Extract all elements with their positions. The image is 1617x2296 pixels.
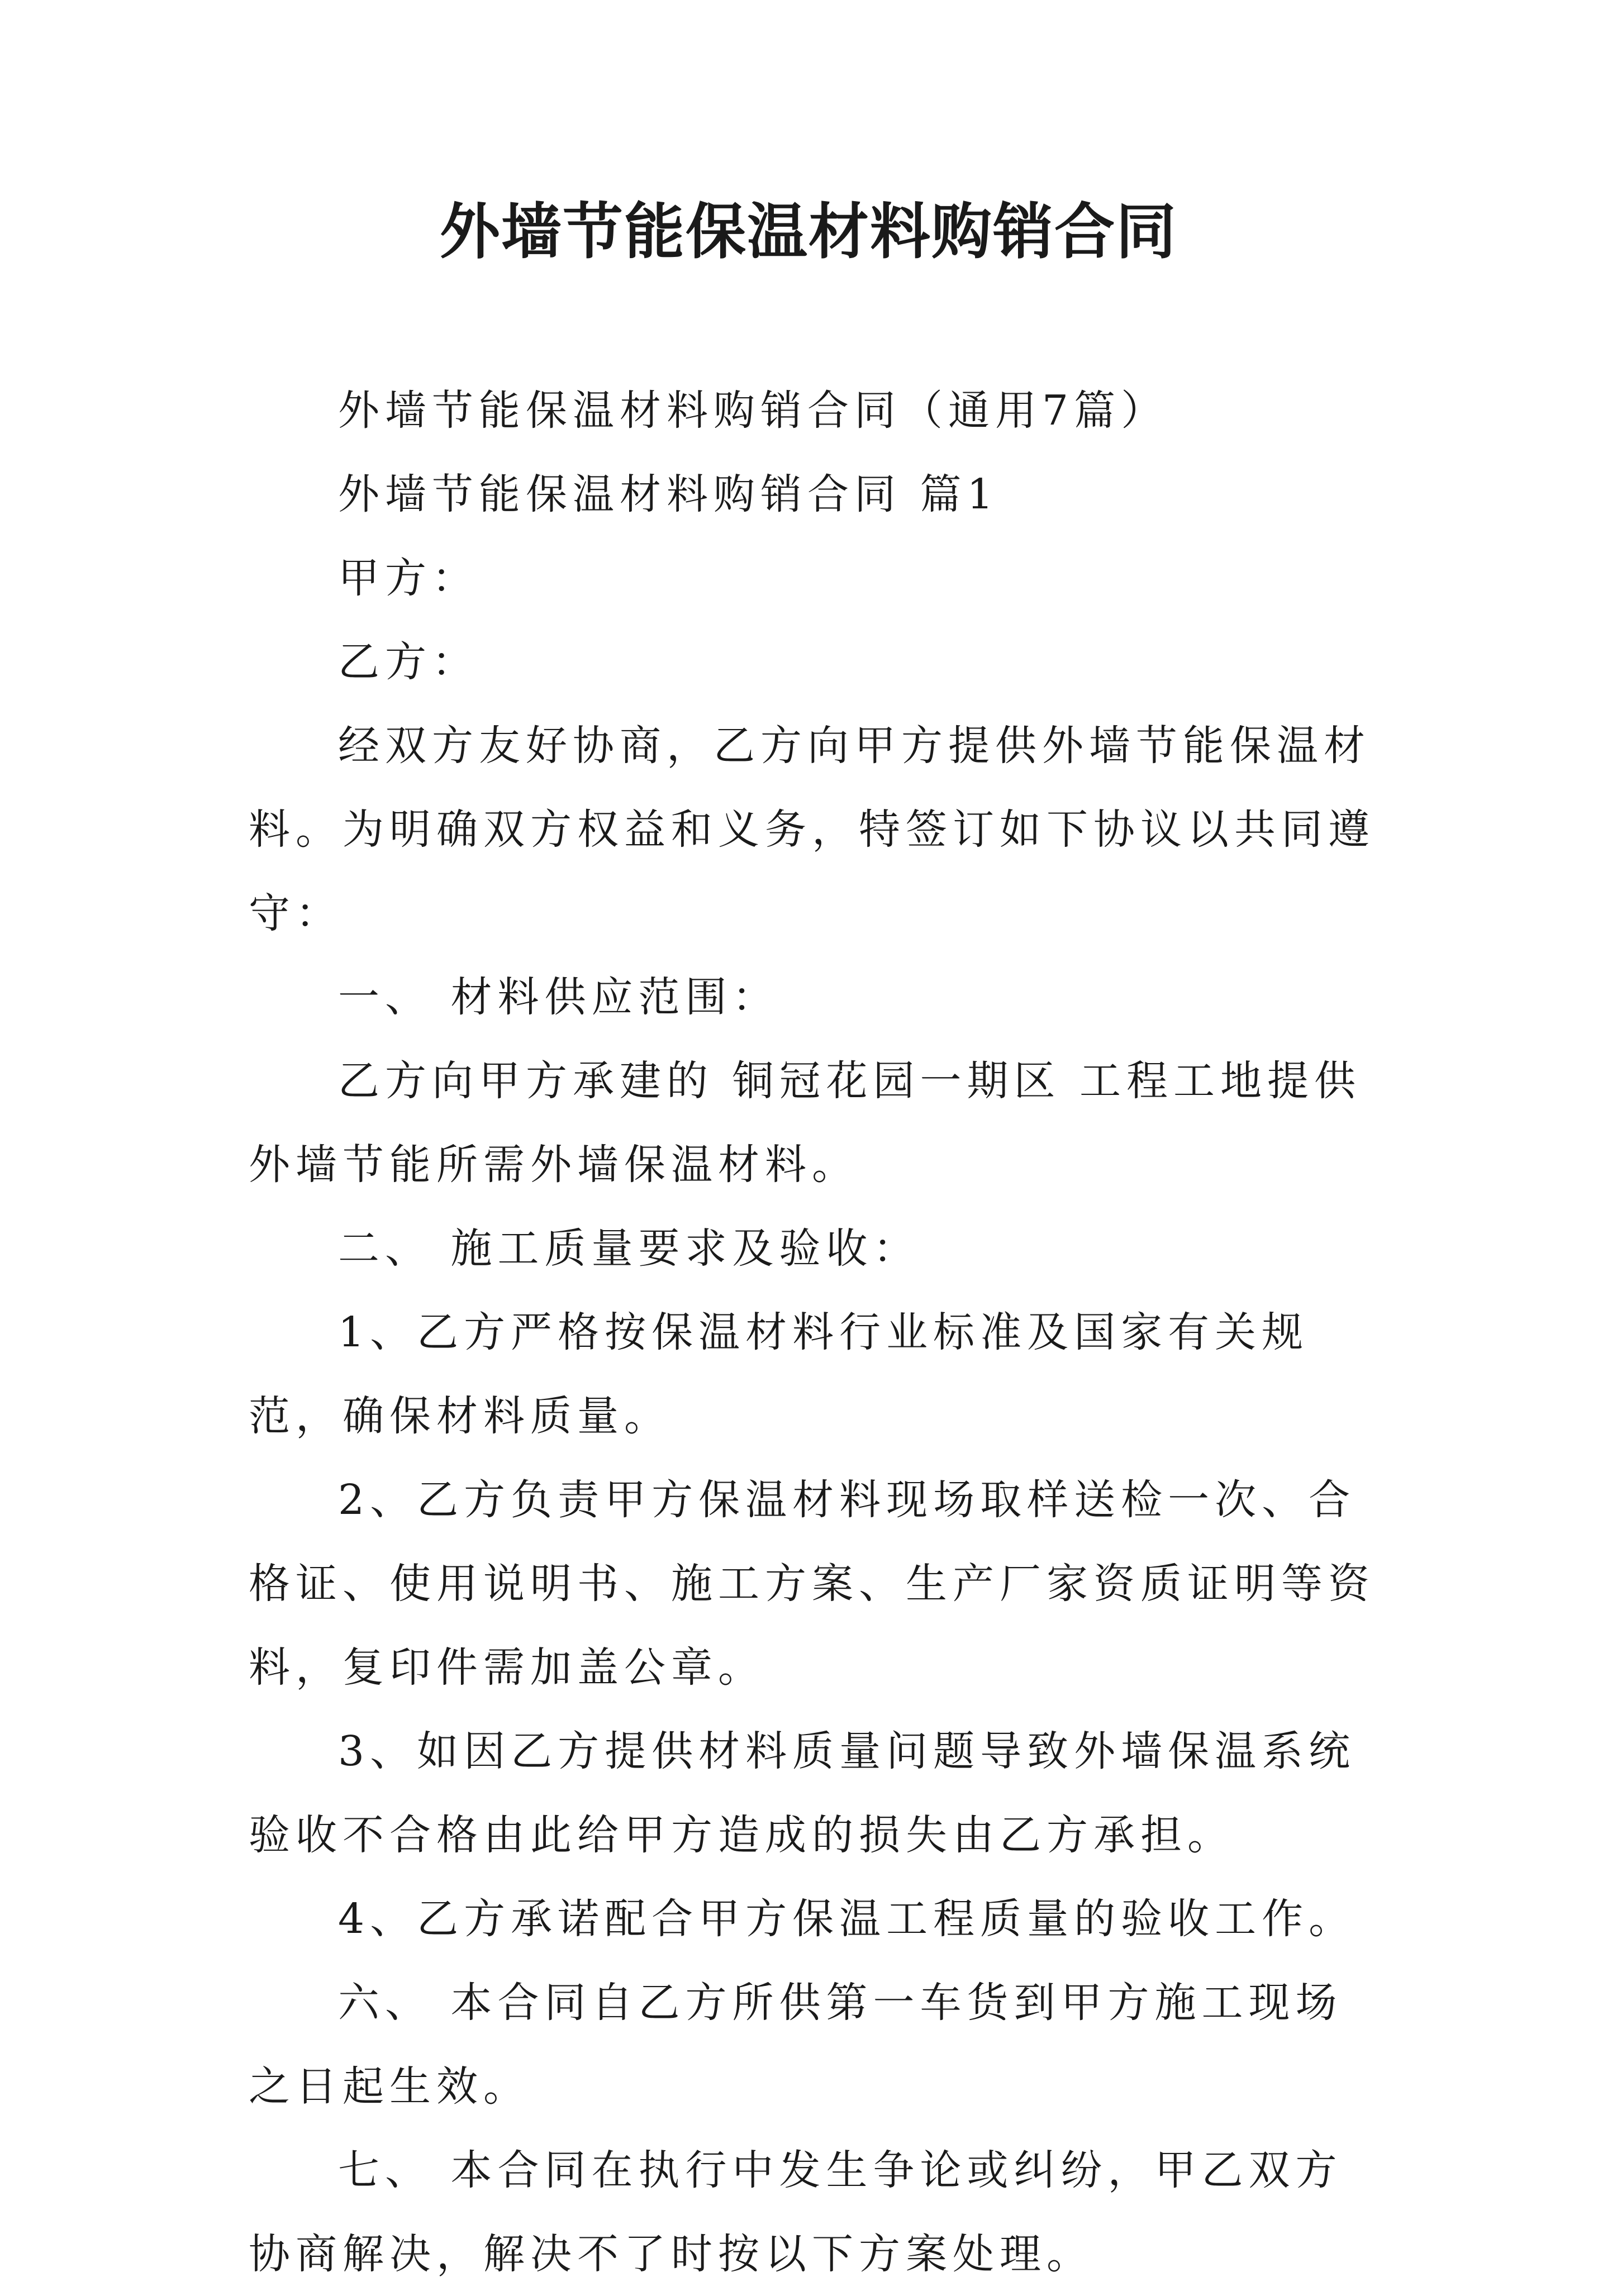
paragraph-preamble: 经双方友好协商，乙方向甲方提供外墙节能保温材料。为明确双方权益和义务，特签订如下协议以共同遵守：	[249, 722, 1375, 937]
paragraph-section-1-body: 乙方向甲方承建的 铜冠花园一期区 工程工地提供外墙节能所需外墙保温材料。	[249, 1057, 1362, 1189]
paragraph-section-1-heading: 一、 材料供应范围：	[338, 973, 779, 1021]
paragraph-section-2-heading: 二、 施工质量要求及验收：	[338, 1225, 920, 1273]
document-title: 外墙节能保温材料购销合同	[439, 197, 1177, 267]
paragraph-party-b: 乙方：	[338, 638, 479, 686]
paragraph-section-6: 六、 本合同自乙方所供第一车货到甲方施工现场之日起生效。	[249, 1979, 1343, 2111]
document-body	[249, 369, 1388, 2296]
paragraph-article-heading: 外墙节能保温材料购销合同 篇1	[338, 470, 999, 518]
paragraph-section-7: 七、 本合同在执行中发生争论或纠纷，甲乙双方协商解决，解决不了时按以下方案处理。	[249, 2146, 1343, 2278]
paragraph-clause-2: 2、乙方负责甲方保温材料现场取样送检一次、合格证、使用说明书、施工方案、生产厂家资质证明等资料，复印件需加盖公章。	[249, 1476, 1375, 1692]
paragraph-party-a: 甲方：	[338, 554, 479, 602]
paragraph-collection-title: 外墙节能保温材料购销合同（通用7篇）	[338, 387, 1168, 435]
paragraph-clause-3: 3、如因乙方提供材料质量问题导致外墙保温系统验收不合格由此给甲方造成的损失由乙方承担。	[249, 1727, 1356, 1859]
paragraph-clause-1: 1、乙方严格按保温材料行业标准及国家有关规范，确保材料质量。	[249, 1308, 1309, 1440]
paragraph-clause-4: 4、乙方承诺配合甲方保温工程质量的验收工作。	[338, 1895, 1356, 1943]
